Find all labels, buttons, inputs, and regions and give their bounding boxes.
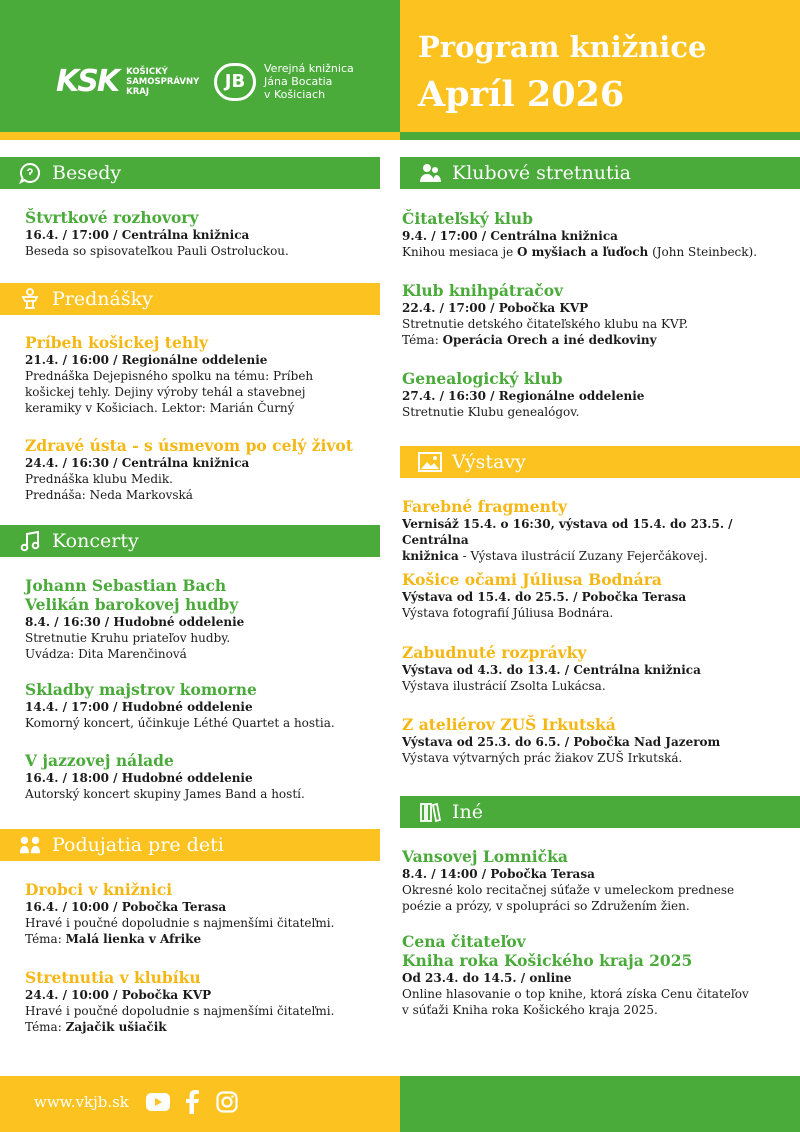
event-meta: 16.4. / 10:00 / Pobočka Terasa — [25, 900, 227, 914]
event-meta: Výstava od 15.4. do 25.5. / Pobočka Terasa — [402, 590, 687, 604]
event-title: Genealogický klub — [402, 369, 563, 388]
page-title: Program knižnice — [418, 30, 707, 64]
event-item — [402, 369, 644, 420]
section-podujatia-pre-deti — [0, 829, 380, 861]
event-meta: 16.4. / 17:00 / Centrálna knižnica — [25, 228, 250, 242]
event-item — [402, 932, 749, 1018]
event-item — [25, 751, 305, 802]
event-meta: Výstava od 4.3. do 13.4. / Centrálna knižnica — [402, 663, 701, 677]
page-subtitle-month: Apríl 2026 — [418, 74, 625, 115]
event-description: Hravé i poučné dopoludnie s najmenšími čitateľmi. — [25, 1004, 335, 1018]
section-prednasky — [0, 283, 380, 315]
event-theme: Téma: Operácia Orech a iné dedkoviny — [402, 333, 657, 347]
header-strip — [0, 132, 400, 140]
event-title: Zabudnuté rozprávky — [402, 643, 587, 662]
event-description: Knihou mesiaca je O myšiach a ľuďoch (John Steinbeck). — [402, 245, 758, 259]
facebook-icon[interactable] — [182, 1090, 202, 1114]
event-title: Stretnutia v klubíku — [25, 968, 201, 987]
vkjb-logo-text: Verejná knižnica Jána Bocatia v Košiciach — [264, 62, 354, 101]
event-description: Autorský koncert skupiny James Band a hostí. — [25, 787, 305, 801]
event-meta: 8.4. / 14:00 / Pobočka Terasa — [402, 867, 595, 881]
section-koncerty — [0, 525, 380, 557]
section-vystavy — [400, 446, 800, 478]
event-item — [402, 497, 800, 564]
section-title: Besedy — [52, 162, 122, 184]
event-item — [402, 570, 686, 621]
event-title: Príbeh košickej tehly — [25, 333, 208, 352]
event-title: Klub knihpátračov — [402, 281, 564, 300]
footer-right-panel — [400, 1076, 800, 1132]
event-item — [402, 281, 688, 348]
event-meta: 21.4. / 16:00 / Regionálne oddelenie — [25, 353, 268, 367]
section-title: Podujatia pre deti — [52, 834, 224, 856]
event-title: Čitateľský klub — [402, 209, 533, 228]
event-meta: 24.4. / 10:00 / Pobočka KVP — [25, 988, 212, 1002]
event-description: knižnica - Výstava ilustrácií Zuzany Fejerčákovej. — [402, 549, 708, 563]
event-item — [25, 680, 335, 731]
event-description: Prednáška Dejepisného spolku na tému: Príbeh košickej tehly. Dejiny výroby tehál a stavebnej keramiky v Košiciach. Lektor: Marián Čurný — [25, 369, 314, 415]
event-description: Prednáška klubu Medik. Prednáša: Neda Markovská — [25, 472, 193, 502]
picture-icon — [418, 450, 442, 474]
event-title: Štvrtkové rozhovory — [25, 208, 199, 227]
ksk-logo-mark: KSK — [56, 64, 119, 99]
event-description: Hravé i poučné dopoludnie s najmenšími čitateľmi. — [25, 916, 335, 930]
event-meta: 14.4. / 17:00 / Hudobné oddelenie — [25, 700, 253, 714]
event-meta: 22.4. / 17:00 / Pobočka KVP — [402, 301, 589, 315]
speech-bubble-icon — [18, 161, 42, 185]
event-title: Zdravé ústa - s úsmevom po celý život — [25, 436, 353, 455]
instagram-icon[interactable] — [214, 1090, 240, 1114]
event-title: Košice očami Júliusa Bodnára — [402, 570, 662, 589]
people-icon — [418, 161, 442, 185]
event-meta: 8.4. / 16:30 / Hudobné oddelenie — [25, 615, 245, 629]
event-description: Výstava fotografií Júliusa Bodnára. — [402, 606, 614, 620]
section-klubove-stretnutia — [400, 157, 800, 189]
event-description: Okresné kolo recitačnej súťaže v umeleckom prednese poézie a prózy, v spolupráci so Združením žien. — [402, 883, 735, 913]
event-item — [25, 436, 353, 503]
event-item — [25, 968, 334, 1035]
section-besedy — [0, 157, 380, 189]
event-theme: Téma: Zajačik ušiačik — [25, 1020, 167, 1034]
vkjb-logo[interactable] — [214, 62, 354, 101]
event-meta: Vernisáž 15.4. o 16:30, výstava od 15.4. do 23.5. / Centrálna — [402, 517, 733, 547]
youtube-icon[interactable] — [144, 1090, 172, 1114]
children-icon — [18, 833, 42, 857]
event-title: Johann Sebastian Bach Velikán barokovej hudby — [25, 576, 239, 614]
event-description: Výstava výtvarných prác žiakov ZUŠ Irkutská. — [402, 751, 683, 765]
event-meta: 27.4. / 16:30 / Regionálne oddelenie — [402, 389, 645, 403]
event-title: Farebné fragmenty — [402, 497, 568, 516]
music-note-icon — [18, 529, 42, 553]
event-item — [402, 715, 720, 766]
ksk-logo[interactable] — [56, 64, 199, 99]
event-theme: Téma: Malá lienka v Afrike — [25, 932, 202, 946]
section-title: Výstavy — [452, 451, 526, 473]
event-item — [25, 208, 289, 259]
event-description: Stretnutie detského čitateľského klubu na KVP. — [402, 317, 689, 331]
event-item — [402, 643, 701, 694]
event-item — [25, 880, 334, 947]
event-title: Cena čitateľov Kniha roka Košického kraja 2025 — [402, 932, 693, 970]
event-meta: 24.4. / 16:30 / Centrálna knižnica — [25, 456, 250, 470]
event-meta: 9.4. / 17:00 / Centrálna knižnica — [402, 229, 618, 243]
event-meta: 16.4. / 18:00 / Hudobné oddelenie — [25, 771, 253, 785]
event-meta: Výstava od 25.3. do 6.5. / Pobočka Nad Jazerom — [402, 735, 721, 749]
website-link[interactable]: www.vkjb.sk — [34, 1093, 129, 1111]
books-icon — [418, 800, 442, 824]
event-description: Online hlasovanie o top knihe, ktorá získa Cenu čitateľov v súťaži Kniha roka Košického kraja 2025. — [402, 987, 749, 1017]
event-title: Drobci v knižnici — [25, 880, 173, 899]
event-description: Výstava ilustrácií Zsolta Lukácsa. — [402, 679, 606, 693]
event-item — [25, 576, 244, 662]
section-title: Koncerty — [52, 530, 139, 552]
event-description: Stretnutie Kruhu priateľov hudby. Uvádza: Dita Marenčinová — [25, 631, 231, 661]
section-title: Prednášky — [52, 288, 153, 310]
header-strip — [400, 132, 800, 140]
event-item — [402, 209, 757, 260]
event-title: Z ateliérov ZUŠ Irkutská — [402, 715, 616, 734]
event-title: Vansovej Lomnička — [402, 847, 568, 866]
section-ine — [400, 796, 800, 828]
event-title: Skladby majstrov komorne — [25, 680, 257, 699]
section-title: Iné — [452, 801, 483, 823]
event-title: V jazzovej nálade — [25, 751, 174, 770]
section-title: Klubové stretnutia — [452, 162, 631, 184]
ksk-logo-text: KOŠICKÝ SAMOSPRÁVNY KRAJ — [126, 66, 200, 97]
event-item — [25, 333, 313, 416]
event-description: Beseda so spisovateľkou Pauli Ostroluckou. — [25, 244, 289, 258]
event-description: Stretnutie Klubu genealógov. — [402, 405, 580, 419]
lectern-icon — [18, 287, 42, 311]
event-meta: Od 23.4. do 14.5. / online — [402, 971, 572, 985]
event-item — [402, 847, 734, 914]
vkjb-logo-mark: JB — [214, 63, 256, 101]
event-description: Komorný koncert, účinkuje Léthé Quartet a hostia. — [25, 716, 335, 730]
